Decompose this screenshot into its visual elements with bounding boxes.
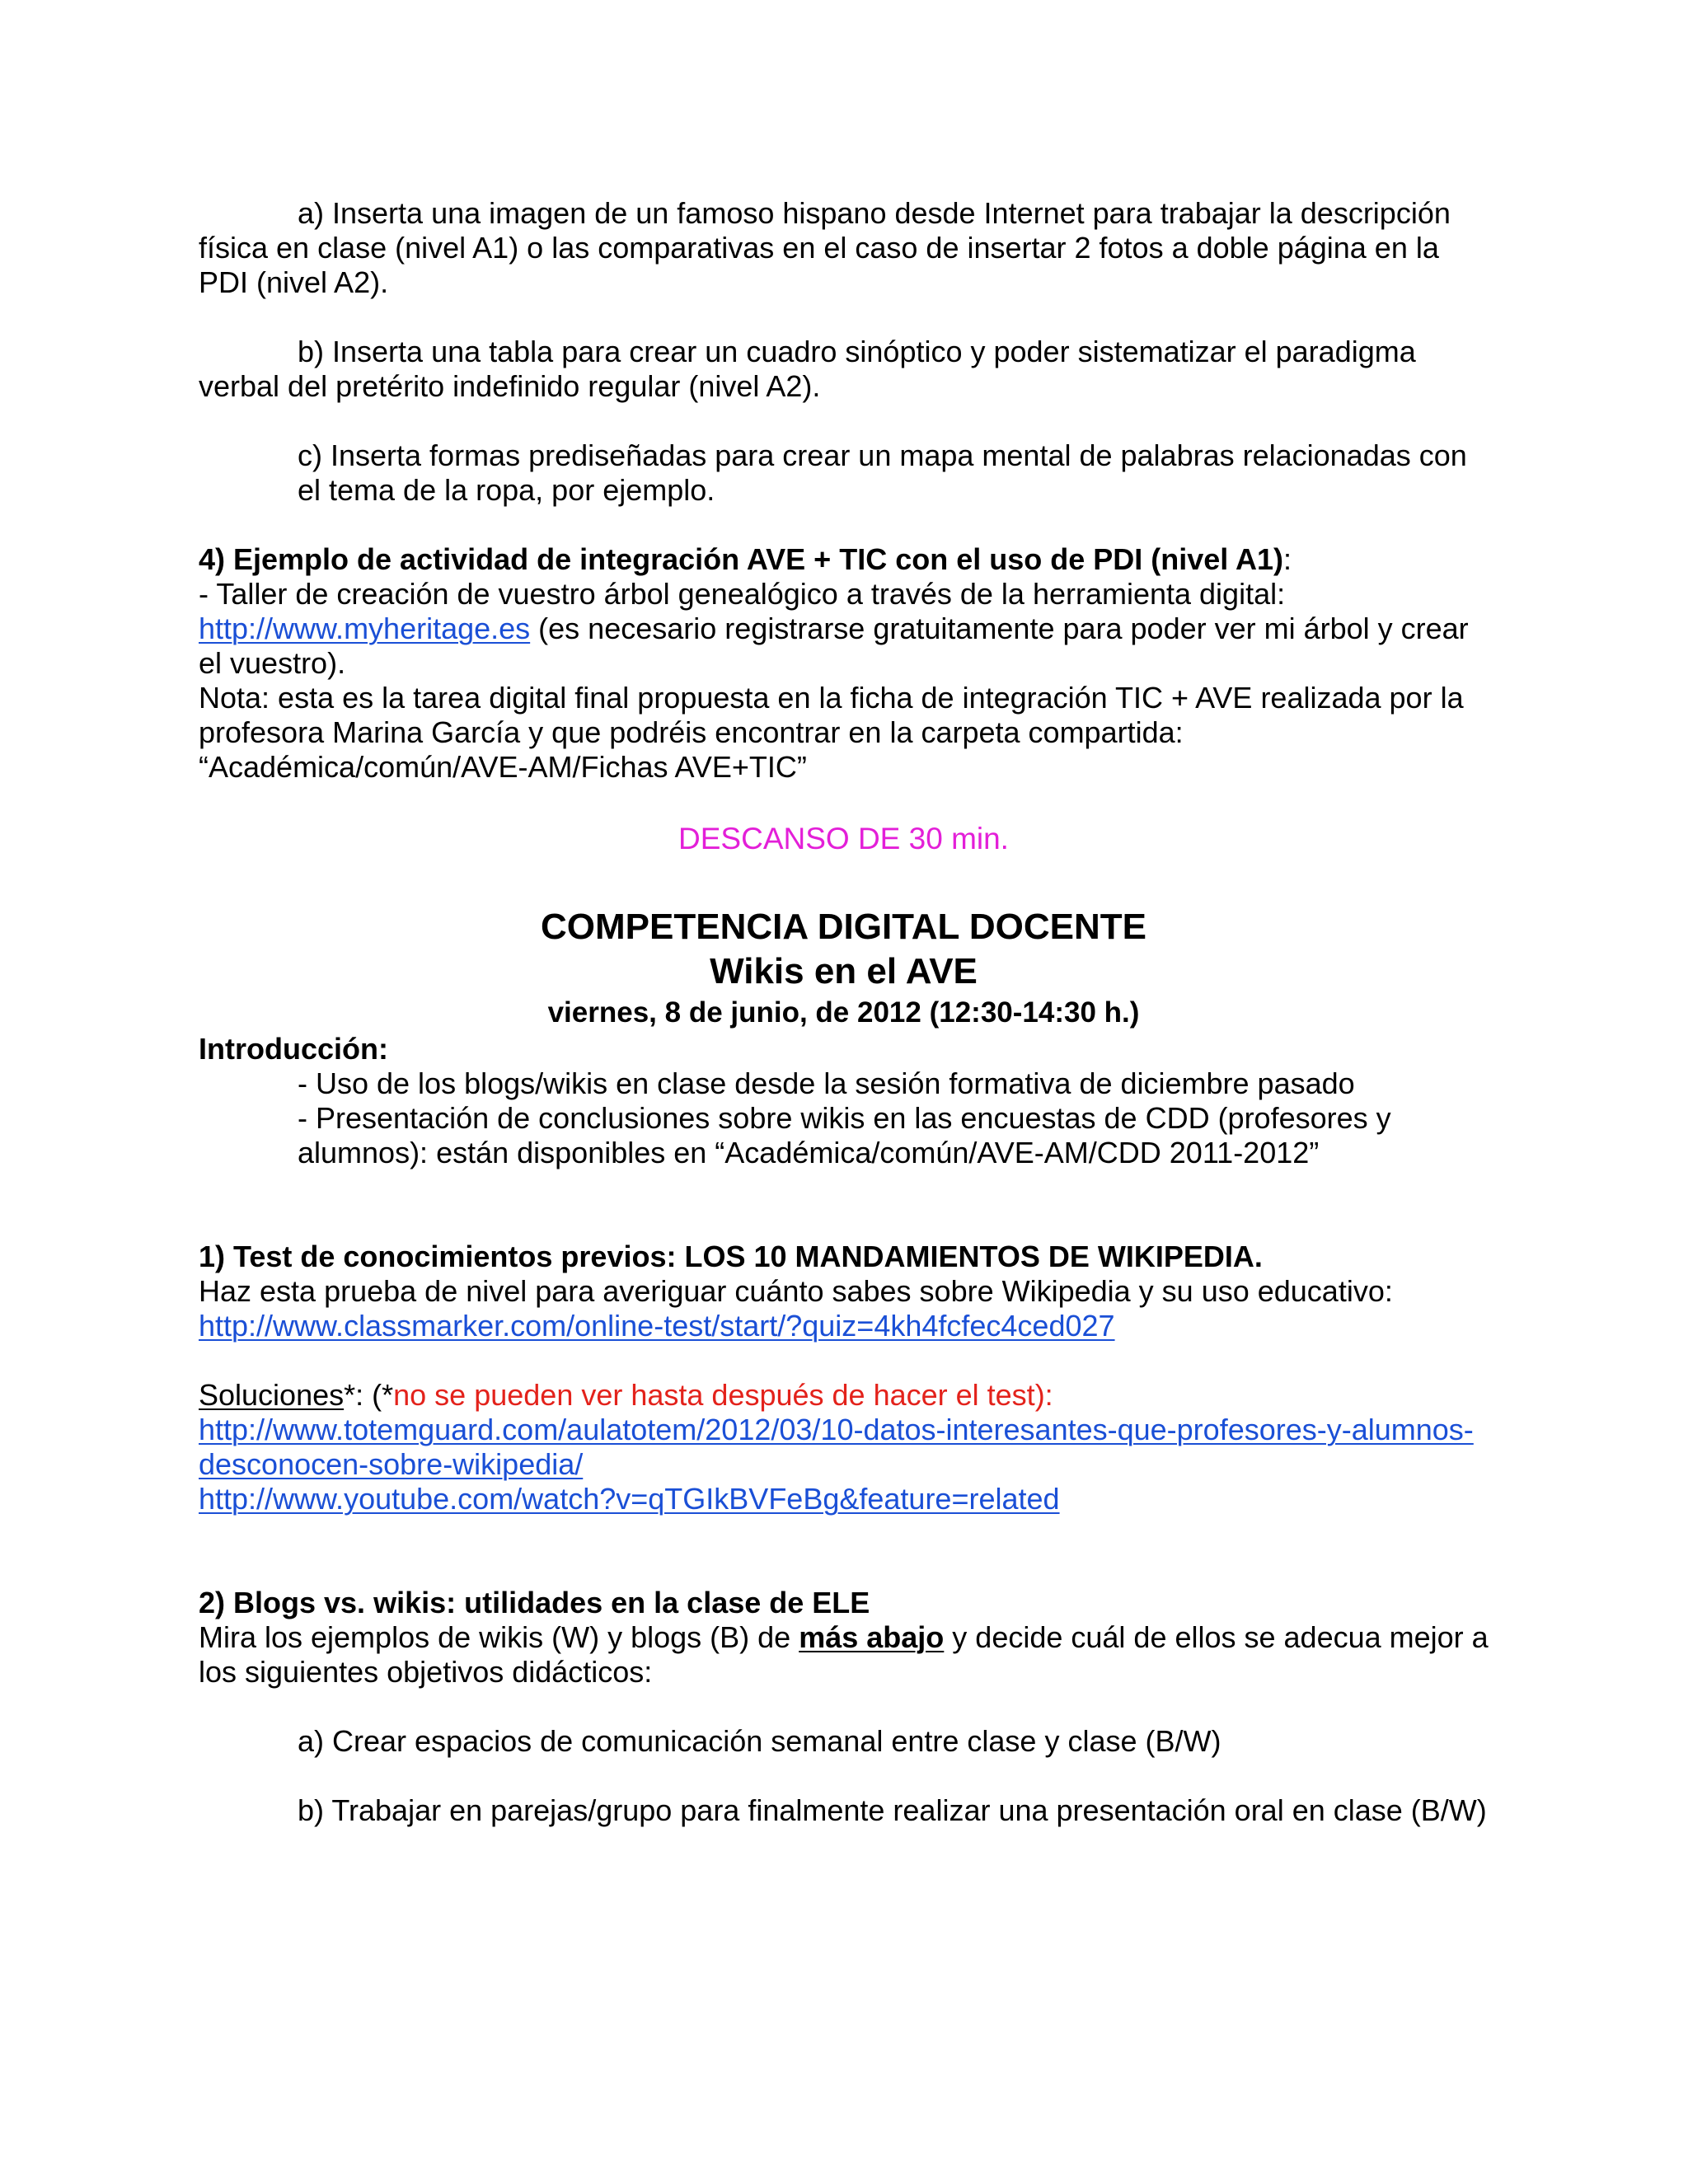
solutions-label: Soluciones bbox=[199, 1378, 345, 1412]
section2-item-a: a) Crear espacios de comunicación semanal entre clase y clase (B/W) bbox=[298, 1724, 1221, 1758]
page-title: COMPETENCIA DIGITAL DOCENTE bbox=[541, 907, 1146, 947]
section2-item-b: b) Trabajar en parejas/grupo para finalmente realizar una presentación oral en clase (B/W) bbox=[298, 1793, 1487, 1827]
section3-item-c: c) Inserta formas prediseñadas para crear un mapa mental de palabras relacionadas con el tema de la ropa, por ejemplo. bbox=[298, 438, 1467, 507]
section1-heading: 1) Test de conocimientos previos: LOS 10 MANDAMIENTOS DE WIKIPEDIA. bbox=[199, 1240, 1263, 1273]
section2-block bbox=[199, 1586, 1489, 1690]
myheritage-link[interactable]: http://www.myheritage.es bbox=[199, 612, 531, 645]
section4-heading: 4) Ejemplo de actividad de integración AVE + TIC con el uso de PDI (nivel A1) bbox=[199, 542, 1283, 576]
solutions-end: ): bbox=[1034, 1378, 1053, 1412]
totemguard-link[interactable]: http://www.totemguard.com/aulatotem/2012/03/10-datos-interesantes-que-profesores-y-alumnos-desconocen-sobre-wikipedia/ bbox=[199, 1413, 1474, 1481]
solutions-note: no se pueden ver hasta después de hacer el test bbox=[393, 1378, 1035, 1412]
section3-item-a: a) Inserta una imagen de un famoso hispano desde Internet para trabajar la descripción física en clase (nivel A1) o las comparativas en el caso de insertar 2 fotos a doble página en la PDI (nivel A2). bbox=[199, 196, 1451, 299]
solutions-block bbox=[199, 1378, 1489, 1516]
intro-line-1: - Uso de los blogs/wikis en clase desde la sesión formativa de diciembre pasado bbox=[298, 1066, 1355, 1100]
intro-line-2: - Presentación de conclusiones sobre wikis en las encuestas de CDD (profesores y alumnos): están disponibles en “Académica/común/AVE-AM/CDD 2011-2012” bbox=[298, 1101, 1391, 1169]
solutions-mid: *: (* bbox=[344, 1378, 394, 1412]
section4-note: Nota: esta es la tarea digital final propuesta en la ficha de integración TIC + AVE realizada por la profesora Marina García y que podréis encontrar en la carpeta compartida: “Académica/común/AVE-AM/Fichas AVE+TIC” bbox=[199, 681, 1464, 784]
youtube-link[interactable]: http://www.youtube.com/watch?v=qTGIkBVFeBg&feature=related bbox=[199, 1482, 1060, 1516]
session-date: viernes, 8 de junio, de 2012 (12:30-14:30 h.) bbox=[547, 996, 1140, 1029]
document-page bbox=[199, 196, 1489, 1828]
section1-block bbox=[199, 1240, 1489, 1343]
section4-heading-suffix: : bbox=[1282, 542, 1292, 576]
section2-text-prefix: Mira los ejemplos de wikis (W) y blogs (B) de bbox=[199, 1620, 799, 1654]
section2-text-suffix: y decide cuál de ellos se adecua mejor a los siguientes objetivos didácticos: bbox=[199, 1620, 1489, 1689]
intro-heading: Introducción: bbox=[199, 1032, 388, 1066]
section2-heading: 2) Blogs vs. wikis: utilidades en la clase de ELE bbox=[199, 1586, 870, 1619]
section3-item-b: b) Inserta una tabla para crear un cuadro sinóptico y poder sistematizar el paradigma verbal del pretérito indefinido regular (nivel A2). bbox=[199, 335, 1416, 403]
section4-line1-prefix: - Taller de creación de vuestro árbol genealógico a través de la herramienta digital: bbox=[199, 577, 1286, 611]
page-subtitle: Wikis en el AVE bbox=[710, 951, 978, 991]
section2-text-emph: más abajo bbox=[799, 1620, 945, 1654]
section1-text: Haz esta prueba de nivel para averiguar cuánto sabes sobre Wikipedia y su uso educativo: bbox=[199, 1274, 1393, 1308]
break-label: DESCANSO DE 30 min. bbox=[678, 822, 1009, 855]
classmarker-test-link[interactable]: http://www.classmarker.com/online-test/start/?quiz=4kh4fcfec4ced027 bbox=[199, 1309, 1115, 1343]
section4-line1-suffix: (es necesario registrarse gratuitamente para poder ver mi árbol y crear el vuestro). bbox=[199, 612, 1469, 680]
section4-block bbox=[199, 542, 1489, 785]
